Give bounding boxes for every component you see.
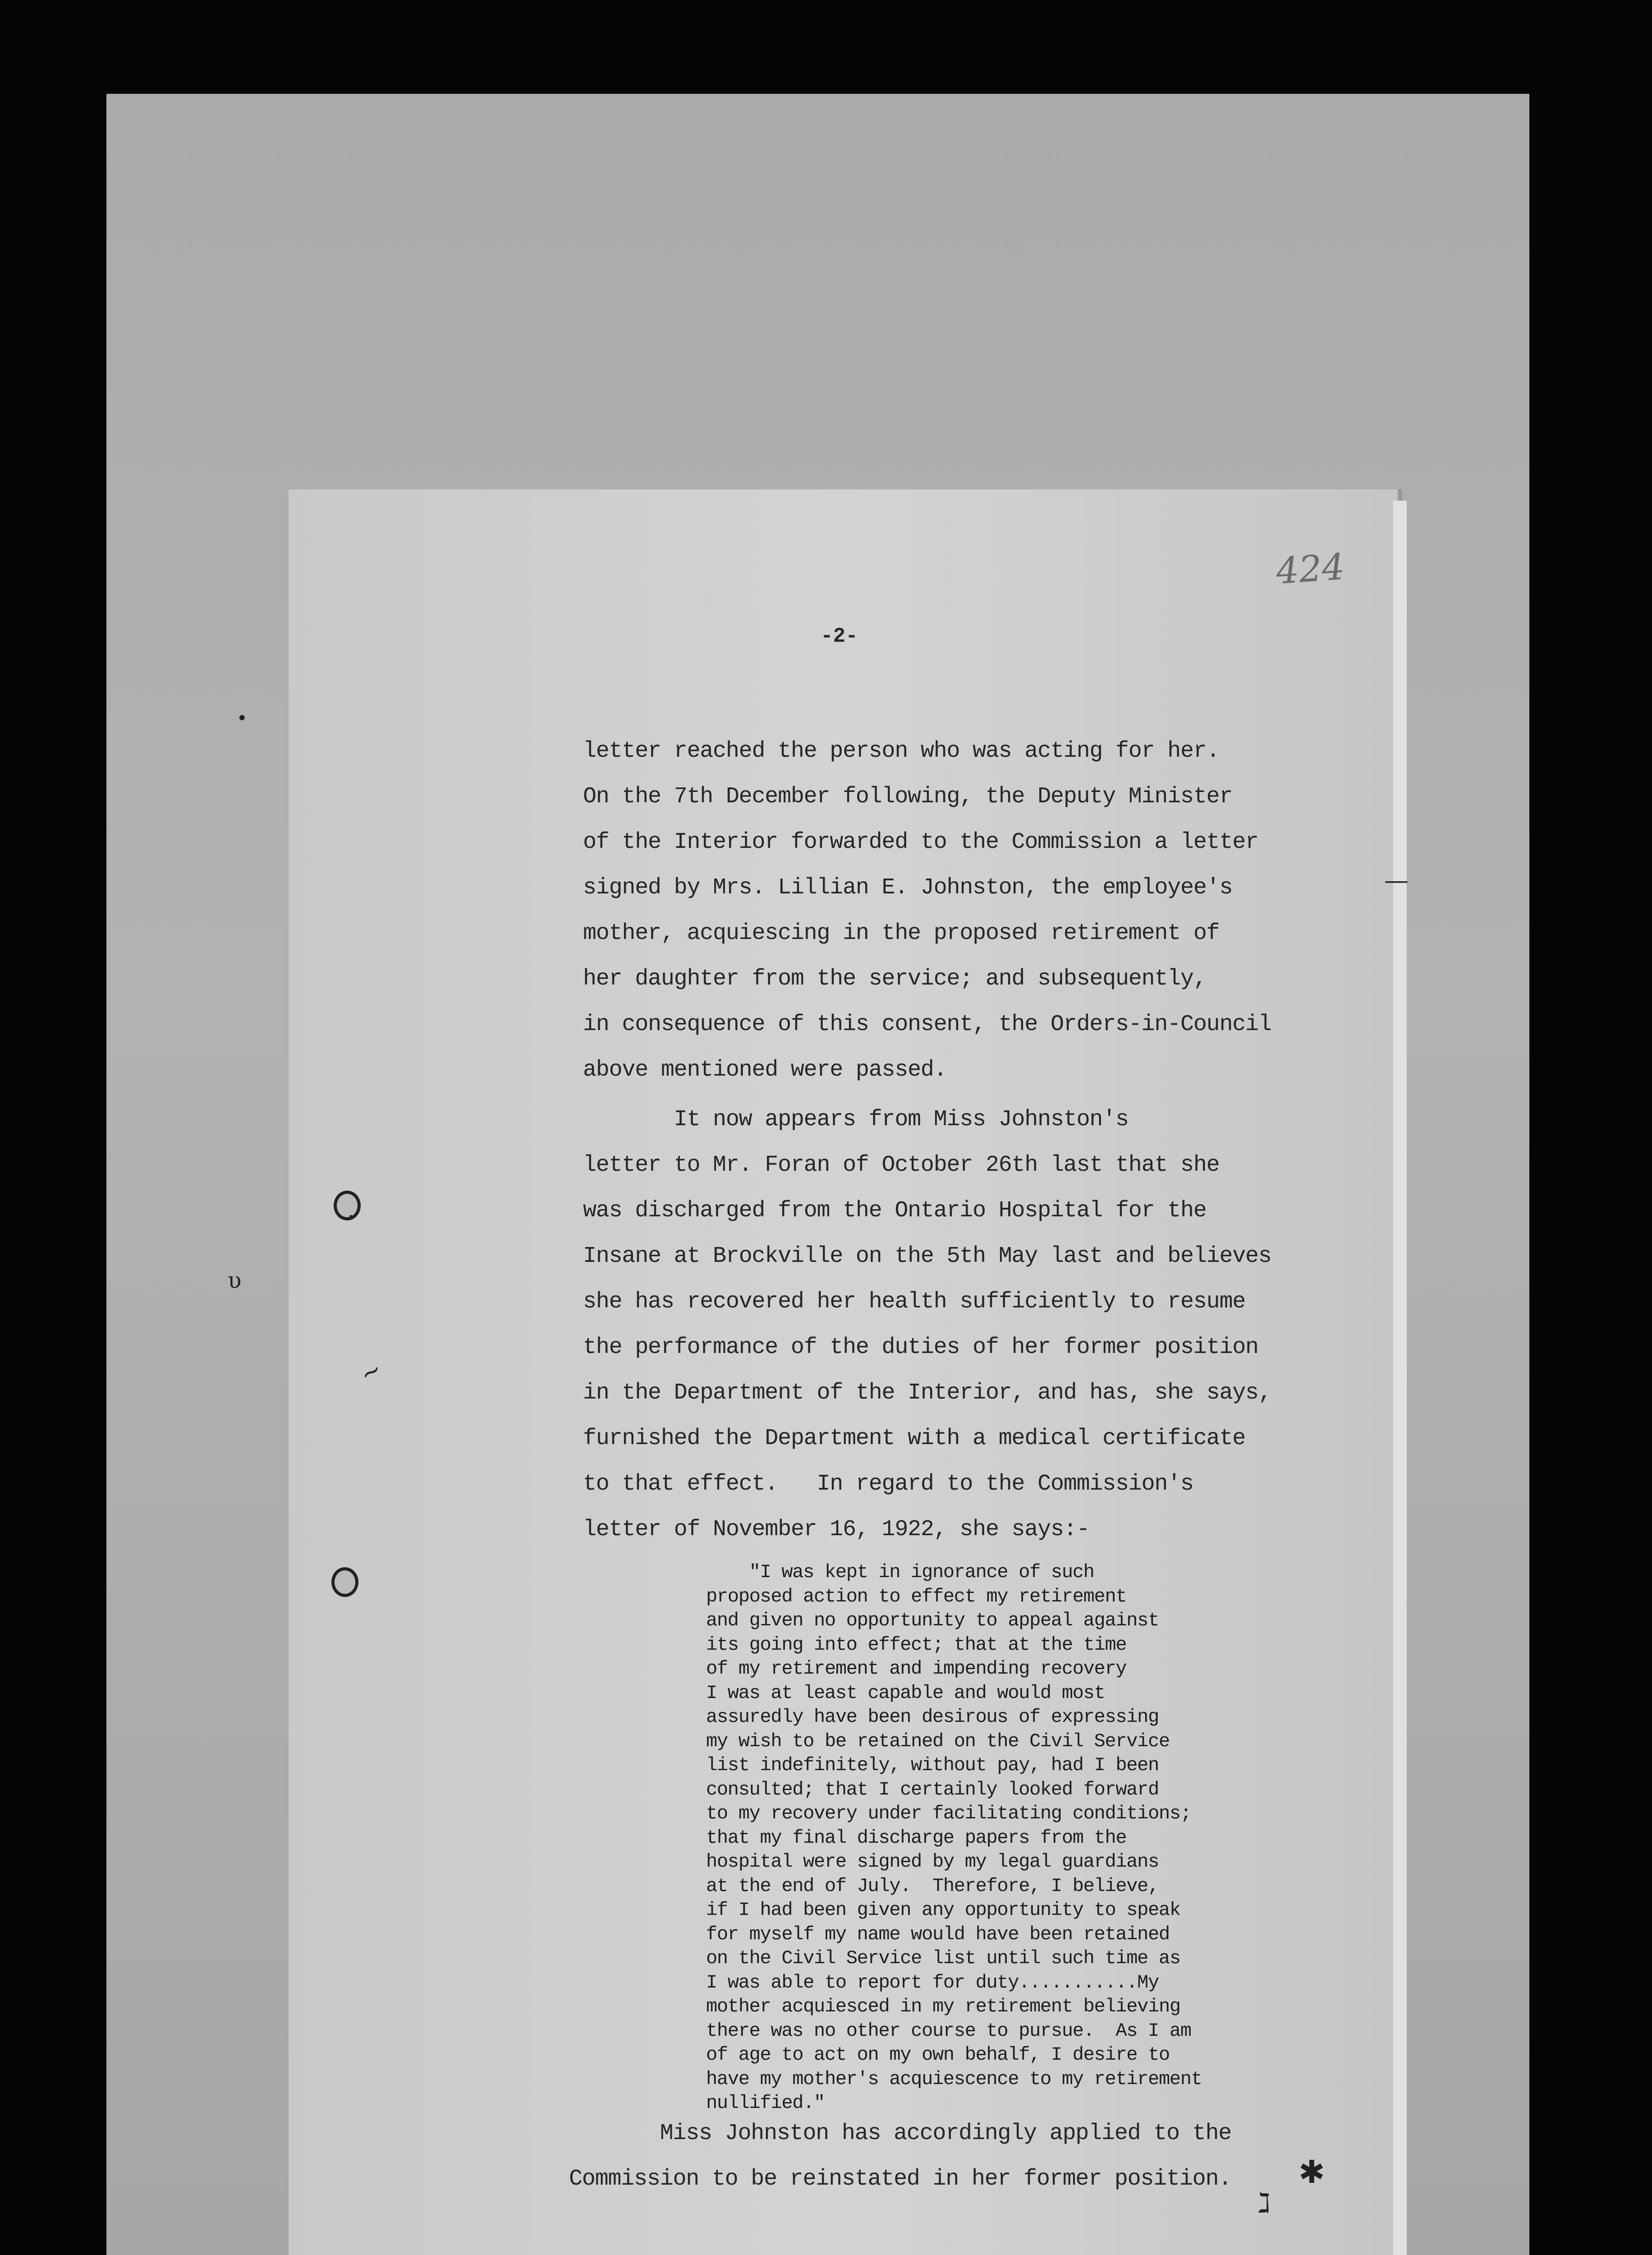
folio-number: 424 (1274, 545, 1346, 593)
ink-scribble: ✱ (1299, 2154, 1325, 2191)
speck: • (237, 708, 248, 729)
stray-mark: . (347, 1195, 355, 1224)
handwritten-mark: ℷ (1258, 2187, 1271, 2219)
pencil-mark: ~ (355, 1354, 387, 1390)
block-quotation: "I was kept in ignorance of such proposed action to effect my retirement and given no opportunity to appeal against its going into effect; that at the time of my retirement and impending recovery I was at least capable and would most assuredly have been desirous of expressing my wish to be retained on the Civil Service list indefinitely, without pay, had I been consulted; that I certainly looked forward to my recovery under facilitating conditions; that my final discharge papers from the hospital were signed by my legal guardians at the end of July. Therefore, I believe, if I had been given any opportunity to speak for myself my name would have been retained on the Civil Service list until such time as I was able to report for duty...........My mother acquiesced in my retirement believing there was no other course to pursue. As I am of age to act on my own behalf, I desire to have my mother's acquiescence to my retirement nullified." (706, 1561, 1202, 2114)
paragraph-1: letter reached the person who was acting for her. On the 7th December following, the Deputy Minister of the Interior forwarded to the Commission a letter signed by Mrs. Lillian E. Johnston, the employee's mother, acquiescing in the proposed retirement of her daughter from the service; and subsequently, in consequence of this consent, the Orders-in-Council above mentioned were passed. (583, 738, 1271, 1083)
margin-mark: υ (228, 1267, 242, 1293)
paragraph-3: Miss Johnston has accordingly applied to the Commission to be reinstated in her former position. (569, 2121, 1232, 2192)
paragraph-2: It now appears from Miss Johnston's letter to Mr. Foran of October 26th last that she was discharged from the Ontario Hospital for the Insane at Brockville on the 5th May last and believes she has recovered her health sufficiently to resume the performance of the duties of her former position in the Department of the Interior, and has, she says, furnished the Department with a medical certificate to that effect. In regard to the Commission's letter of November 16, 1922, she says:- (583, 1107, 1271, 1542)
edge-mark: — (1384, 866, 1409, 894)
page-number: -2- (821, 625, 858, 648)
punch-hole-bottom (331, 1567, 358, 1597)
page-edge (1393, 501, 1407, 2255)
